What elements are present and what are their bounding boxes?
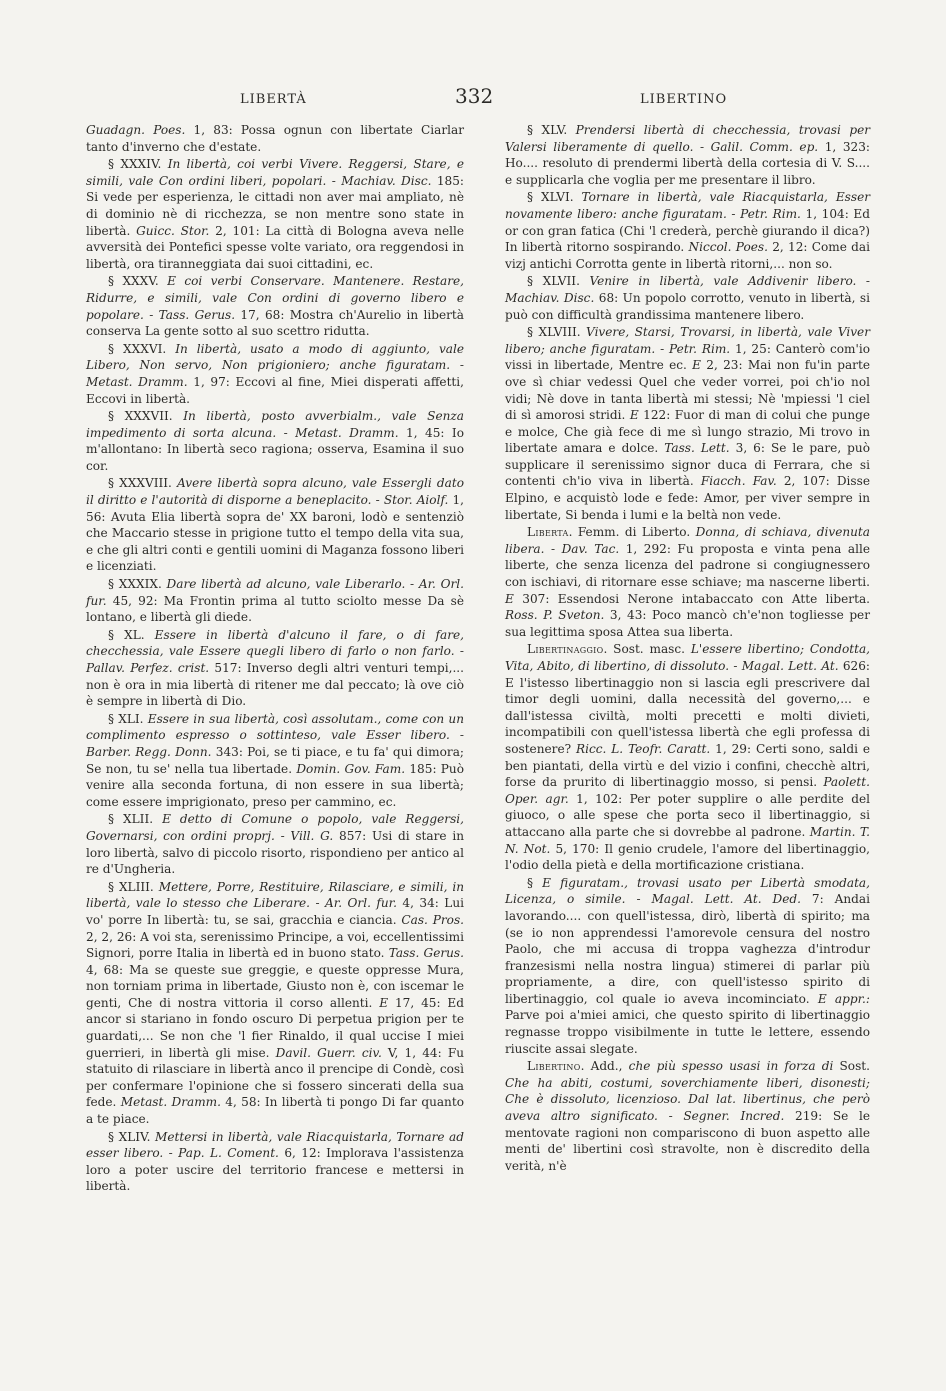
running-head-right: LIBERTINO: [640, 92, 728, 107]
text-run: 3, 6: Se le pare, può supplicare il serenissimo signor duca di Ferrara, che si contenti ch'io viva in libertà.: [505, 441, 870, 489]
text-run: Tornare in libertà, vale Riacquistarla, Esser novamente libero: anche figuratam. - Petr. Rim.: [505, 190, 871, 221]
text-run: Tass. Gerus.: [388, 946, 464, 961]
text-run: . Sost. masc.: [603, 642, 691, 657]
text-run: § XXXVII.: [108, 409, 184, 424]
entry-paragraph: [86, 879, 464, 1128]
text-run: 122: Fuor di man di colui che punge e molce, Che già fece di me sì lungo strazio, Mi trovo in libertate amara e dolce.: [505, 408, 871, 456]
text-run: §: [527, 875, 543, 890]
text-run: 1, 104: Ed or con gran fatica (Chi 'l crederà, perchè giurando il dica?) In libertà ritorno sospirando.: [505, 206, 870, 255]
text-run: 7: Andai lavorando.... con quell'istessa, dirò, libertà di spirito; ma (se io non apprendessi l'amorevole censura del nostro Paolo, che mi accusa di troppa vaghezza d'introdur franzesismi nella nostra lingua) stimerei di parlar più propriamente, a dire, con quell'istesso spirito di libertinaggio, col quale io aveva incominciato.: [505, 892, 870, 1006]
entry-paragraph: [505, 189, 870, 272]
text-run: Avere libertà sopra alcuno, vale Essergli dato il diritto e l'autorità di disporne a beneplacito. - Stor. Aiolf.: [86, 476, 464, 508]
text-run: Essere in sua libertà, così assolutam., come con un complimento espresso o sottinteso, vale Esser libero. - Barber. Regg. Donn.: [86, 711, 464, 759]
text-run: Sost.: [833, 1059, 870, 1074]
text-run: 307: Essendosi Nerone intabaccato con Atte liberta.: [513, 591, 870, 606]
text-run: 2, 101: La città di Bologna aveva nelle avversità dei Pontefici spesse volte variato, ora reggendosi in libertà, ora tiranneggiata dai suoi cittadini, ec.: [86, 223, 464, 271]
entry-paragraph: [86, 1129, 464, 1195]
text-run: Paolett. Oper. agr.: [505, 775, 870, 806]
text-run: Tass. Lett.: [664, 441, 730, 456]
text-run: 17, 68: Mostra ch'Aurelio in libertà conserva La gente sotto al suo scettro ridutta.: [86, 307, 464, 339]
text-run: § XXXVI.: [108, 341, 176, 356]
text-run: 1, 29: Certi sono, saldi e ben piantati, della virtù e del vizio i confini, checchè altri, forse da prurito di libertinaggio mosso, si pensi.: [505, 741, 870, 790]
text-run: 68: Un popolo corrotto, venuto in libertà, si può con difficultà grandissima mantenere libero.: [505, 290, 870, 322]
entry-paragraph: [86, 627, 464, 710]
text-run: Dare libertà ad alcuno, vale Liberarlo. - Ar. Orl. fur.: [86, 577, 464, 608]
text-run: Guicc. Stor.: [136, 223, 210, 238]
text-run: 4, 34: Lui vo' porre In libertà: tu, se sai, gracchia e ciancia.: [86, 896, 464, 927]
text-run: E: [692, 358, 701, 373]
text-run: Parve poi a'miei amici, che questo spirito di libertinaggio regnasse troppo visibilmente in tutte le lettere, essendo riuscite assai slegate.: [505, 1008, 870, 1056]
text-run: E: [505, 591, 514, 606]
entry-paragraph: [86, 475, 464, 575]
text-run: Mettere, Porre, Restituire, Rilasciare, e simili, in libertà, vale lo stesso che Liberare. - Ar. Orl. fur.: [86, 879, 464, 911]
text-run: Fiacch. Fav.: [700, 474, 777, 489]
text-run: 1, 56: Avuta Elia libertà sopra de' XX baroni, lodò e sentenziò che Maccario stesse in prigione tutto el tempo della vita sua, e che gli altri conti e gentili uomini di Maganza fossono liberi e licenziati.: [86, 493, 464, 574]
text-run: 45, 92: Ma Frontin prima al tutto sciolto messe Da sè lontano, e libertà gli diede.: [86, 593, 464, 625]
text-run: 343: Poi, se ti piace, e tu fa' qui dimora; Se non, tu se' nella tua libertade.: [86, 744, 464, 776]
text-run: Guadagn. Poes.: [86, 123, 186, 137]
text-run: 6, 12: Implorava l'assistenza loro a poter uscire del territorio francese e mettersi in libertà.: [86, 1146, 465, 1194]
text-run: 517: Inverso degli altri venturi tempi,... non è ora in mia libertà di ritener me dal peccato; là ove ciò è sempre in libertà di Dio.: [86, 661, 464, 709]
text-run: In libertà, posto avverbialm., vale Senza impedimento di sorta alcuna. - Metast. Dramm.: [86, 409, 464, 440]
text-run: § XLII.: [108, 812, 163, 827]
text-run: E coi verbi Conservare. Mantenere. Restare, Ridurre, e simili, vale Con ordini di governo libero e popolare. - Tass. Gerus.: [86, 274, 465, 322]
text-run: § XLIV.: [108, 1129, 156, 1144]
text-run: In libertà, usato a modo di aggiunto, vale Libero, Non servo, Non prigioniero; anche figuratam. - Metast. Dramm.: [86, 341, 465, 389]
entry-paragraph: [86, 811, 464, 877]
text-run: 219: Se le mentovate ragioni non compariscono di buon aspetto alle menti de' libertini così stravolte, non è discredito della verità, n'è: [505, 1109, 870, 1173]
text-run: Vivere, Starsi, Trovarsi, in libertà, vale Viver libero; anche figuratam. - Petr. Rim.: [505, 325, 870, 356]
text-run: 1, 102: Per poter supplire o alle perdite del giuoco, o alle spese che porta seco il libertinaggio, si attaccano alla parte che si dovrebbe al padrone.: [505, 791, 871, 839]
text-run: Liberta: [527, 525, 569, 540]
text-run: E appr.:: [817, 991, 870, 1006]
text-run: Cas. Pros.: [401, 912, 465, 927]
text-run: L'essere libertino; Condotta, Vita, Abito, di libertino, di dissoluto. - Magal. Lett. At.: [505, 642, 870, 673]
text-run: 2, 2, 26: A voi sta, serenissimo Principe, a voi, eccellentissimi Signori, porre Italia in libertà ed in buono stato.: [86, 929, 464, 961]
entry-paragraph: [505, 524, 870, 640]
entry-paragraph: [505, 1058, 870, 1174]
text-run: § XLVIII.: [527, 325, 587, 340]
text-run: E: [379, 995, 389, 1010]
entry-paragraph: [86, 576, 464, 626]
left-column: [86, 122, 464, 1195]
text-run: 4, 68: Ma se queste sue greggie, e queste oppresse Mura, non torniam prima in libertade, Giusto non è, con iscemar le genti, Che di nostra vittoria il corso allenti.: [86, 962, 464, 1010]
text-run: Che ha abiti, costumi, soverchiamente liberi, disonesti; Che è dissoluto, licenzioso. Dal lat. libertinus, che però aveva altro significato. - Segner. Incred.: [505, 1075, 870, 1124]
text-run: 2, 12: Come dai vizj antichi Corrotta gente in libertà ritorni,... non so.: [505, 240, 871, 271]
running-head-left: LIBERTÀ: [240, 92, 307, 107]
text-run: 3, 43: Poco mancò ch'e'non togliesse per sua legittima sposa Attea sua liberta.: [505, 608, 870, 639]
text-run: Mettersi in libertà, vale Riacquistarla, Tornare ad esser libero. - Pap. L. Coment.: [86, 1129, 464, 1161]
text-run: Libertino: [527, 1059, 581, 1074]
text-run: 626: E l'istesso libertinaggio non si lascia egli prescrivere dal timor degli uomini, dalla necessità del governo,... e dall'istessa civiltà, molti precetti e molti divieti, incompatibili con quell'istessa libertà che egli professa di sostenere?: [505, 659, 870, 756]
text-run: § XLI.: [108, 711, 148, 726]
text-run: 1, 292: Fu proposta e vinta pena alle liberte, che senza licenza del padrone si congiugnessero con ischiavi, di ritornare esse schiave; ma nascerne liberti.: [505, 541, 870, 590]
text-run: Venire in libertà, vale Addivenir libero. - Machiav. Disc.: [505, 274, 870, 305]
text-run: § XXXIX.: [108, 577, 167, 592]
text-run: V, 1, 44: Fu statuito di rilasciare in libertà anco il prencipe di Condè, così per confermare l'opinione che si fossero sincerati della sua fede.: [86, 1045, 464, 1110]
entry-paragraph: [505, 122, 870, 188]
text-run: In libertà, coi verbi Vivere. Reggersi, Stare, e simili, vale Con ordini liberi, popolari. - Machiav. Disc.: [86, 157, 464, 188]
text-run: 1, 323: Ho.... resoluto di prendermi libertà della cortesia di V. S.... e supplicarla che voglia per me presentare il libro.: [505, 139, 870, 187]
text-run: § XXXIV.: [108, 157, 168, 172]
text-run: 1, 83: Possa ognun con libertate Ciarlar tanto d'inverno che d'estate.: [86, 123, 464, 154]
text-run: Domin. Gov. Fam.: [296, 761, 406, 776]
entry-paragraph: [505, 273, 870, 323]
text-run: 4, 58: In libertà ti pongo Di far quanto a te piace.: [86, 1095, 464, 1127]
entry-paragraph: [86, 711, 464, 811]
entry-paragraph: [86, 341, 464, 407]
text-run: § XLVI.: [527, 190, 582, 205]
text-run: Metast. Dramm.: [120, 1095, 221, 1110]
right-column: [505, 122, 870, 1174]
page-number: 332: [455, 84, 494, 108]
text-run: E figuratam., trovasi usato per Libertà smodata, Licenza, o simile. - Magal. Lett. At. Ded.: [505, 875, 870, 907]
text-run: . Add.,: [580, 1059, 629, 1074]
text-run: 1, 45: Io m'allontano: In libertà seco ragiona; osserva, Esamina il suo cor.: [86, 425, 464, 473]
text-run: E detto di Comune o popolo, vale Reggersi, Governarsi, con ordini proprj. - Vill. G.: [86, 812, 464, 843]
text-run: 1, 25: Canterò com'io vissi in libertade, Mentre ec.: [505, 341, 870, 373]
text-run: Essere in libertà d'alcuno il fare, o di fare, checchessia, vale Essere quegli libero di farlo o non farlo. - Pallav. Perfez. crist.: [86, 627, 464, 675]
text-run: § XLVII.: [527, 274, 590, 289]
text-run: Niccol. Poes.: [688, 240, 768, 255]
text-run: 2, 107: Disse Elpino, e acquistò lode e fede: Amor, per viver sempre in libertate, Si benda i lumi e la beltà non vede.: [505, 474, 870, 522]
text-run: § XLIII.: [108, 879, 159, 894]
entry-paragraph: [86, 408, 464, 474]
entry-paragraph: [505, 641, 870, 873]
entry-paragraph: [86, 122, 464, 155]
entry-paragraph: [505, 875, 870, 1058]
text-run: 17, 45: Ed ancor si stariano in fondo oscuro Di perpetua prigion per te guardati,... Se non che 'l fier Rinaldo, il qual uccise I miei guerrieri, in libertà gli mise.: [86, 995, 464, 1060]
page-header: [80, 84, 880, 114]
text-run: Donna, di schiava, divenuta libera. - Dav. Tac.: [505, 525, 870, 556]
text-run: . Femm. di Liberto.: [568, 525, 696, 540]
text-run: Martin. T. N. Not.: [505, 824, 870, 856]
text-run: E: [629, 408, 639, 423]
text-run: 5, 170: Il genio crudele, l'amore del libertinaggio, l'odio della pietà e della mortificazione cristiana.: [505, 841, 870, 873]
text-run: Libertinaggio: [527, 642, 604, 657]
entry-paragraph: [86, 156, 464, 272]
text-run: Davil. Guerr. civ.: [275, 1045, 382, 1060]
text-run: § XL.: [108, 627, 155, 642]
text-run: § XXXVIII.: [108, 476, 178, 491]
text-run: Ross. P. Sveton.: [505, 608, 605, 623]
text-run: che più spesso usasi in forza di: [628, 1059, 834, 1074]
text-run: § XXXV.: [108, 274, 168, 289]
entry-paragraph: [86, 273, 464, 339]
text-run: 185: Può venire alla seconda fortuna, di non essere in sua libertà; come essere imprigionato, preso per cammino, ec.: [86, 761, 464, 809]
text-run: § XLV.: [527, 123, 576, 137]
text-run: Ricc. L. Teofr. Caratt.: [575, 741, 711, 756]
entry-paragraph: [505, 324, 870, 523]
text-run: 1, 97: Eccovi al fine, Miei disperati affetti, Eccovi in libertà.: [86, 374, 464, 406]
text-run: 857: Usi di stare in loro libertà, salvo di piccolo risorto, rispondieno per antico al re d'Ungheria.: [86, 828, 464, 877]
text-run: 185: Si vede per esperienza, le cittadi non aver mai ampliato, nè di dominio nè di ricchezza, se non mentre sono state in libertà.: [86, 173, 464, 238]
text-run: Prendersi libertà di checchessia, trovasi per Valersi liberamente di quello. - Galil. Comm. ep.: [505, 123, 871, 154]
text-run: 2, 23: Mai non fu'in parte ove sì chiar vedessi Quel che veder vorrei, poi ch'io nol vidi; Nè dove in tanta libertà mi stessi; Nè 'mpiessi 'l ciel di sì amorosi stridi.: [505, 358, 870, 423]
